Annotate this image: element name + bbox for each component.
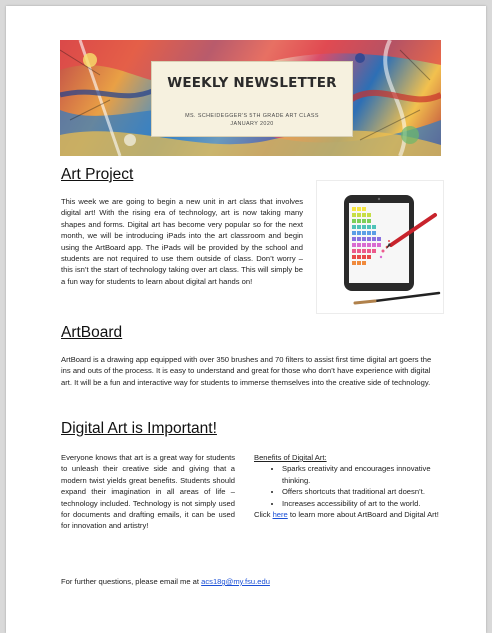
benefit-item: • Sparks creativity and encourages innovative thinking. <box>282 463 440 486</box>
digital-art-body: Everyone knows that art is a great way for students to unleash their creative side and giving that a modern twist yields great benefits. Students should expand their imagination in all areas of life – technology included. Technology is not simply used for documents and drafting emails, it can be used for innovation and artistry! <box>61 453 235 531</box>
newsletter-title: WEEKLY NEWSLETTER <box>167 75 337 91</box>
benefit-item: • Offers shortcuts that traditional art doesn’t. <box>282 486 440 497</box>
newsletter-subtitle <box>152 112 352 128</box>
title-box <box>151 61 353 137</box>
artboard-body: ArtBoard is a drawing app equipped with over 350 brushes and 70 filters to assist first time digital art goers the ins and outs of the process. It is easy to understand and great for those who don’t have experience with digital art. It will be a fun and interactive way for students to immerse themselves into the creative side of technology. <box>61 355 432 387</box>
learn-more-link[interactable]: here <box>272 510 288 520</box>
learn-more-text <box>254 509 440 520</box>
contact-prefix: For further questions, please email me at <box>61 577 202 586</box>
learn-more-suffix: to learn more about ArtBoard and Digital Art! <box>287 510 439 520</box>
learn-more-prefix: Click <box>254 510 273 520</box>
newsletter-page <box>6 6 486 633</box>
tablet-with-pencil-icon <box>317 181 443 313</box>
email-link[interactable]: acs18g@my.fsu.edu <box>201 577 270 586</box>
benefit-item: • Increases accessibility of art to the world. <box>282 498 440 509</box>
class-name: MS. SCHEIDEGGER'S 5TH GRADE ART CLASS <box>185 113 319 119</box>
header-banner <box>60 40 441 156</box>
art-project-body: This week we are going to begin a new unit in art class that involves digital art! With the rising era of technology, art is now taking many shapes and forms. Digital art has become very popular so for the next month, we will be introducing iPads into the art classroom and begin using the ArtBoard app. The iPads will be provided by the school and students are not required to use them outside of class. Don’t worry – this isn’t the start of technology taking over art class. This will simply be a fun way for students to learn about digital art hands on! <box>61 197 303 286</box>
issue-date: JANUARY 2020 <box>230 121 274 127</box>
art-project-heading: Art Project <box>61 166 134 183</box>
contact-line <box>61 576 441 587</box>
benefits-list <box>254 463 440 509</box>
benefits-title: Benefits of Digital Art: <box>254 453 327 462</box>
benefits-column <box>254 452 440 520</box>
tablet-illustration <box>316 180 444 314</box>
artboard-heading: ArtBoard <box>61 324 123 341</box>
digital-art-heading: Digital Art is Important! <box>61 420 217 437</box>
